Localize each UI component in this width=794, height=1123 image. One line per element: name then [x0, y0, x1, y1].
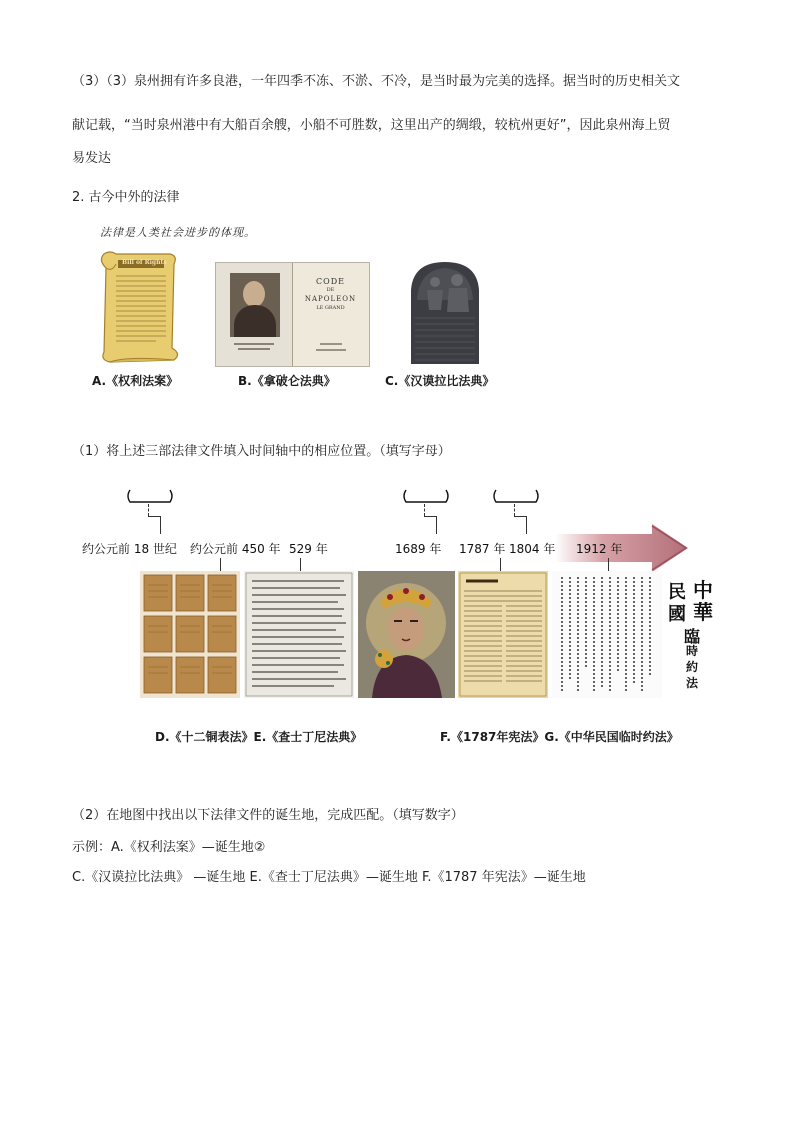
- caption-c: C.《汉谟拉比法典》: [385, 374, 495, 388]
- caption-b: B.《拿破仑法典》: [238, 374, 336, 388]
- charter-char-7: 約: [686, 660, 699, 674]
- timeline-label-5: 1787 年: [459, 542, 506, 556]
- q2-example: 示例：A.《权利法案》—诞生地②: [72, 840, 266, 855]
- section2-intro: 法律是人类社会进步的体现。: [100, 226, 256, 239]
- tick-529: [300, 558, 301, 572]
- napoleon-title-name: NAPOLEON: [304, 295, 357, 303]
- q2-answer-line[interactable]: C.《汉谟拉比法典》 —诞生地 E.《查士丁尼法典》—诞生地 F.《1787 年宪法》—诞生地: [72, 870, 586, 885]
- q1-text: （1）将上述三部法律文件填入时间轴中的相应位置。（填写字母）: [72, 444, 451, 459]
- answer-bracket-3[interactable]: [490, 488, 542, 504]
- charter-char-8: 法: [686, 676, 699, 690]
- section2-heading: 2. 古今中外的法律: [72, 190, 180, 205]
- charter-char-4: 國: [668, 604, 686, 625]
- charter-char-3: 民: [668, 582, 686, 603]
- napoleon-title-code: CODE: [316, 277, 345, 286]
- us-constitution-image: [458, 571, 548, 698]
- charter-char-1: 中: [693, 578, 713, 602]
- answer-bracket-1[interactable]: [124, 488, 176, 504]
- caption-fg: F.《1787年宪法》G.《中华民国临时约法》: [440, 730, 679, 744]
- bill-of-rights-image: [96, 250, 182, 365]
- timeline-label-7: 1912 年: [576, 542, 623, 556]
- charter-calligraphy: [666, 574, 718, 694]
- timeline-label-3: 529 年: [289, 542, 328, 556]
- caption-de: D.《十二铜表法》E.《查士丁尼法典》: [155, 730, 363, 744]
- hammurabi-stele-image: [405, 260, 485, 364]
- timeline-label-2: 约公元前 450 年: [190, 542, 281, 556]
- napoleon-code-image: [215, 262, 370, 367]
- answer-bracket-2[interactable]: [400, 488, 452, 504]
- connector-3-h: [514, 516, 526, 517]
- connector-2-h: [424, 516, 436, 517]
- napoleon-title-de: DE: [326, 287, 335, 293]
- charter-char-2: 華: [693, 600, 713, 624]
- charter-char-6: 時: [686, 644, 699, 658]
- twelve-tables-image: [140, 571, 240, 698]
- tick-1912: [608, 558, 609, 572]
- provisional-constitution-image: [552, 571, 662, 698]
- para3-line1: （3）（3）泉州拥有许多良港，一年四季不冻、不淤、不冷，是当时最为完美的选择。据当时的历史相关文: [72, 74, 681, 89]
- timeline-label-6: 1804 年: [509, 542, 556, 556]
- para3-line3: 易发达: [72, 151, 112, 166]
- justinian-mosaic-image: [358, 571, 455, 698]
- napoleon-title-legrand: LE GRAND: [316, 305, 345, 311]
- justinian-code-image: [244, 571, 354, 698]
- timeline-label-4: 1689 年: [395, 542, 442, 556]
- connector-3-v: [514, 504, 515, 516]
- connector-2-v: [424, 504, 425, 516]
- caption-a: A.《权利法案》: [92, 374, 179, 388]
- q2-text: （2）在地图中找出以下法律文件的诞生地，完成匹配。（填写数字）: [72, 808, 464, 823]
- charter-char-5: 臨: [684, 627, 701, 646]
- connector-1-v: [148, 504, 149, 516]
- connector-1-h: [148, 516, 160, 517]
- tick-450bc: [220, 558, 221, 572]
- bill-of-rights-scroll-title: Bill of Rights: [122, 259, 167, 266]
- tick-1787: [500, 558, 501, 572]
- timeline-label-1: 约公元前 18 世纪: [82, 542, 177, 556]
- para3-line2: 献记载，“当时泉州港中有大船百余艘，小船不可胜数，这里出产的绸缎，较杭州更好”，因此泉州海上贸: [72, 118, 671, 133]
